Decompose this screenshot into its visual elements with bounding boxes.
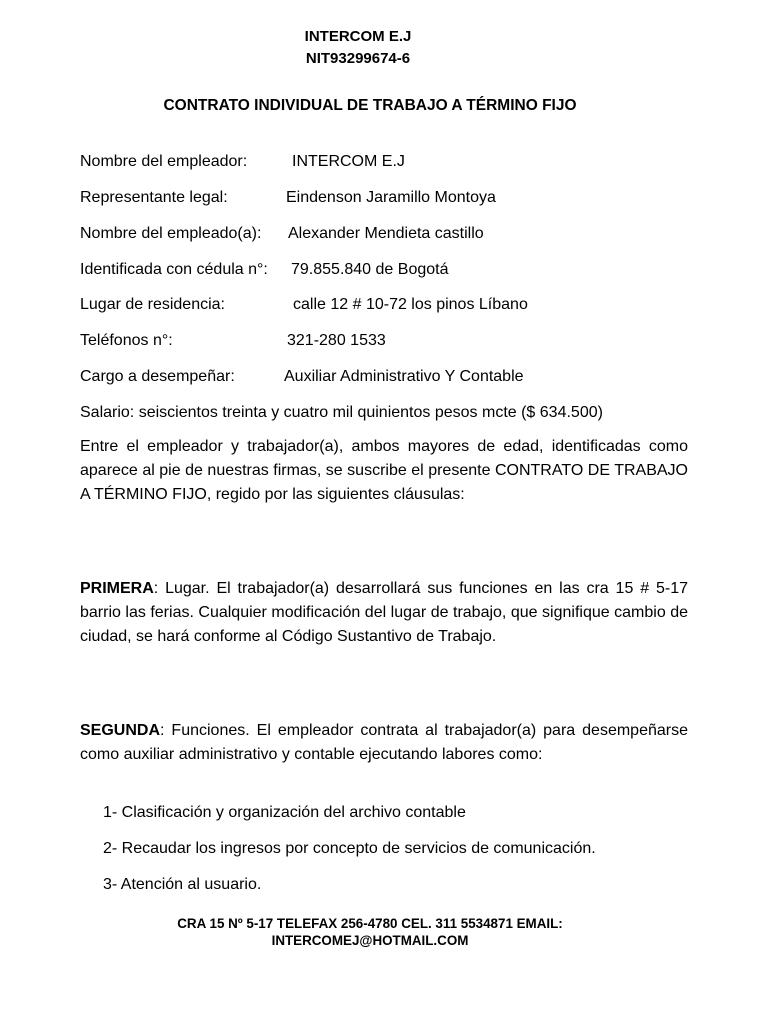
field-value: calle 12 # 10-72 los pinos Líbano — [293, 296, 528, 313]
field-legal-rep — [80, 188, 700, 208]
field-value: INTERCOM E.J — [292, 153, 405, 170]
field-value: Auxiliar Administrativo Y Contable — [284, 368, 524, 385]
field-label: Cargo a desempeñar: — [80, 368, 235, 385]
field-value: Eindenson Jaramillo Montoya — [286, 189, 496, 206]
footer-address: CRA 15 Nº 5-17 TELEFAX 256-4780 CEL. 311 5534871 EMAIL: — [177, 916, 563, 931]
field-id — [80, 260, 700, 280]
field-label: Representante legal: — [80, 189, 228, 206]
list-item: 1- Clasificación y organización del archivo contable — [103, 804, 466, 821]
field-label: Nombre del empleador: — [80, 153, 248, 170]
field-value: seiscientos treinta y cuatro mil quinientos pesos mcte ($ 634.500) — [138, 404, 603, 421]
company-nit: NIT93299674-6 — [305, 50, 411, 67]
field-residence — [80, 295, 700, 315]
footer-contact — [100, 915, 640, 949]
list-item: 2- Recaudar los ingresos por concepto de servicios de comunicación. — [103, 840, 596, 857]
field-value: Alexander Mendieta castillo — [288, 225, 484, 242]
field-phones — [80, 331, 700, 351]
clause-segunda — [80, 719, 688, 767]
field-value: 321-280 1533 — [287, 332, 386, 349]
field-label: Salario: — [80, 404, 135, 421]
field-employee — [80, 224, 700, 244]
field-label: Lugar de residencia: — [80, 296, 225, 313]
field-salary — [80, 403, 700, 423]
clause-text: : Lugar. El trabajador(a) desarrollará sus funciones en las cra 15 # 5-17 barrio las ferias. Cualquier modificación del lugar de trabajo, que signifique cambio de ciudad, se hará conforme al Código Sustantivo de Trabajo. — [80, 580, 688, 645]
clause-text: : Funciones. El empleador contrata al trabajador(a) para desempeñarse como auxiliar administrativo y contable ejecutando labores como: — [80, 722, 688, 763]
company-name: INTERCOM E.J — [304, 28, 412, 45]
intro-paragraph: Entre el empleador y trabajador(a), ambos mayores de edad, identificadas como aparece al pie de nuestras firmas, se suscribe el presente CONTRATO DE TRABAJO A TÉRMINO FIJO, regido por las siguientes cláusulas: — [80, 438, 688, 503]
list-item: 3- Atención al usuario. — [103, 876, 262, 893]
footer-email: INTERCOMEJ@HOTMAIL.COM — [271, 933, 469, 948]
field-label: Teléfonos n°: — [80, 332, 173, 349]
field-position — [80, 367, 700, 387]
clause-primera — [80, 577, 688, 649]
field-employer — [80, 152, 700, 172]
clause-heading: SEGUNDA — [80, 722, 161, 739]
field-label: Identificada con cédula n°: — [80, 261, 268, 278]
contract-title: CONTRATO INDIVIDUAL DE TRABAJO A TÉRMINO FIJO — [163, 97, 577, 114]
field-value: 79.855.840 de Bogotá — [291, 261, 449, 278]
clause-heading: PRIMERA — [80, 580, 154, 597]
field-label: Nombre del empleado(a): — [80, 225, 262, 242]
